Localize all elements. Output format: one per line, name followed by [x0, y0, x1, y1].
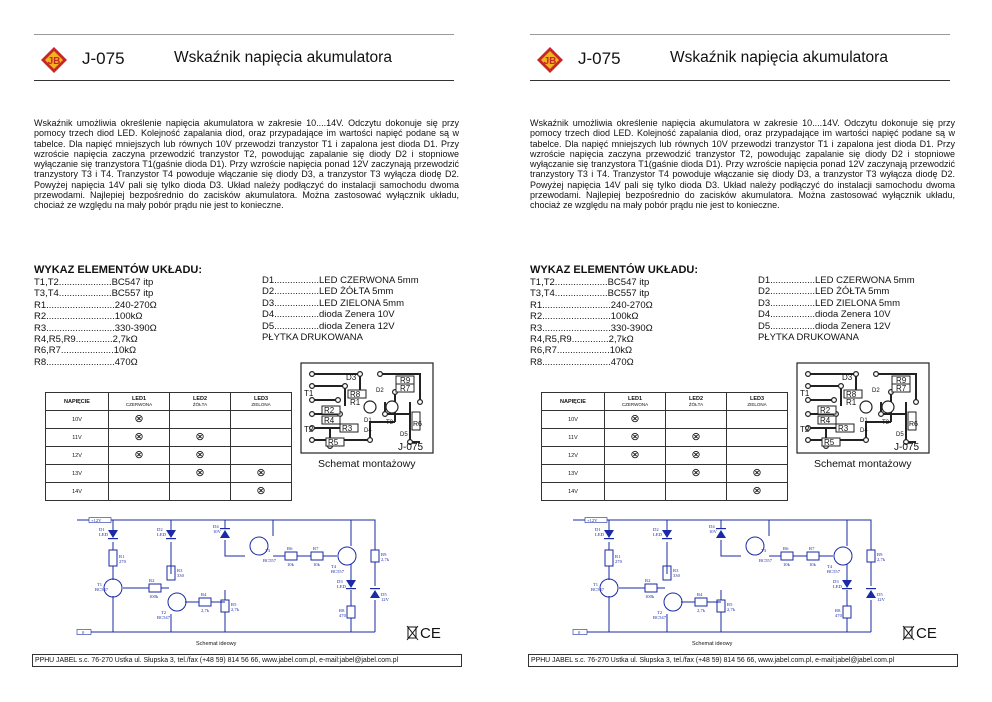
- part-row: D2.................LED ŻÓŁTA 5mm: [262, 286, 394, 298]
- led-state-cell: [666, 411, 727, 429]
- part-row: R6,R7....................10kΩ: [530, 345, 633, 357]
- led-state-cell: [109, 411, 170, 429]
- parts-list-right: [758, 275, 915, 343]
- svg-text:D2: D2: [376, 388, 384, 394]
- led-on-icon: ⊗: [256, 467, 266, 479]
- part-row: T1,T2....................BC547 itp: [530, 277, 650, 288]
- svg-text:CE: CE: [420, 625, 441, 641]
- led-on-icon: ⊗: [630, 449, 640, 461]
- sheet-right: [496, 0, 992, 702]
- svg-text:R8: R8: [846, 390, 857, 399]
- svg-text:D4: D4: [709, 524, 715, 529]
- svg-text:R4: R4: [820, 416, 831, 425]
- led-on-icon: ⊗: [630, 431, 640, 443]
- part-row: T3,T4....................BC557 itp: [530, 288, 650, 300]
- part-row: D1.................LED CZERWONA 5mm: [758, 275, 915, 286]
- schematic-caption: Schemat ideowy: [196, 641, 237, 647]
- svg-text:10k: 10k: [287, 562, 294, 567]
- svg-text:D5: D5: [877, 592, 883, 597]
- part-row: D3.................LED ZIELONA 5mm: [758, 297, 901, 309]
- svg-text:D4: D4: [364, 428, 372, 434]
- svg-text:R6: R6: [909, 421, 918, 428]
- svg-text:D1: D1: [364, 418, 372, 424]
- led-on-icon: ⊗: [630, 413, 640, 425]
- svg-text:R5: R5: [231, 602, 237, 607]
- part-row: R8..........................470Ω: [530, 356, 634, 368]
- svg-text:2,7k: 2,7k: [877, 557, 886, 562]
- part-row: R4,R5,R9..............2,7kΩ: [530, 334, 634, 346]
- table-row: [46, 429, 292, 447]
- part-row: D3.................LED ZIELONA 5mm: [262, 297, 405, 309]
- led-state-cell: [666, 429, 727, 447]
- pcb-layout-diagram: [796, 362, 930, 454]
- svg-text:R1: R1: [846, 398, 857, 407]
- svg-text:10V: 10V: [213, 529, 221, 534]
- weee-bin-icon: [902, 623, 942, 641]
- svg-text:D1: D1: [99, 527, 105, 532]
- svg-text:0: 0: [82, 629, 85, 635]
- led-state-cell: [231, 447, 292, 465]
- svg-text:R9: R9: [896, 376, 907, 385]
- voltage-cell: 14V: [46, 483, 109, 501]
- led-state-cell: [109, 429, 170, 447]
- table-row: [46, 447, 292, 465]
- led-on-icon: ⊗: [752, 485, 762, 497]
- table-row: [542, 465, 788, 483]
- led-on-icon: ⊗: [691, 431, 701, 443]
- table-header-led: LED3 ZIELONA: [231, 393, 292, 411]
- footer-contact: PPHU JABEL s.c. 76-270 Ustka ul. Słupska 3, tel./fax (+48 59) 814 56 66, www.jabel.com.pl, e-mail:jabel@jabel.com.pl: [32, 654, 462, 667]
- svg-text:470: 470: [339, 613, 346, 618]
- svg-text:T2: T2: [800, 425, 810, 434]
- part-row: R6,R7....................10kΩ: [34, 345, 137, 357]
- led-state-cell: [605, 483, 666, 501]
- svg-text:R7: R7: [809, 546, 815, 551]
- svg-text:R8: R8: [835, 608, 841, 613]
- led-voltage-table: [45, 392, 292, 501]
- footer-contact: PPHU JABEL s.c. 76-270 Ustka ul. Słupska 3, tel./fax (+48 59) 814 56 66, www.jabel.com.pl, e-mail:jabel@jabel.com.pl: [528, 654, 958, 667]
- svg-text:BC557: BC557: [263, 558, 277, 563]
- header: [34, 34, 454, 81]
- svg-text:R8: R8: [339, 608, 345, 613]
- svg-text:BC547: BC547: [653, 615, 667, 620]
- svg-text:R7: R7: [313, 546, 319, 551]
- svg-text:T3: T3: [882, 420, 890, 426]
- svg-text:R2: R2: [324, 406, 335, 415]
- svg-text:D2: D2: [157, 527, 163, 532]
- svg-text:2,7k: 2,7k: [697, 608, 706, 613]
- part-row: D4.................dioda Zenera 10V: [262, 309, 395, 321]
- svg-text:100k: 100k: [645, 594, 655, 599]
- svg-text:BC557: BC557: [759, 558, 773, 563]
- parts-list-right: [262, 275, 419, 343]
- svg-text:T4: T4: [827, 564, 833, 569]
- svg-text:LED: LED: [833, 584, 842, 589]
- svg-text:R1: R1: [119, 554, 125, 559]
- table-header-led: LED2 ŻÓŁTA: [666, 393, 727, 411]
- table-row: [542, 483, 788, 501]
- svg-text:100k: 100k: [149, 594, 159, 599]
- led-state-cell: [170, 429, 231, 447]
- svg-text:T1: T1: [97, 582, 103, 587]
- svg-text:R5: R5: [328, 438, 339, 447]
- svg-text:D3: D3: [833, 579, 839, 584]
- voltage-cell: 13V: [542, 465, 605, 483]
- parts-list-left: [34, 277, 157, 368]
- svg-text:CE: CE: [916, 625, 937, 641]
- voltage-cell: 10V: [46, 411, 109, 429]
- svg-text:LED: LED: [595, 532, 604, 537]
- svg-text:R4: R4: [697, 592, 703, 597]
- led-state-cell: [605, 465, 666, 483]
- svg-text:T1: T1: [800, 389, 810, 398]
- svg-text:T1: T1: [593, 582, 599, 587]
- svg-text:LED: LED: [337, 584, 346, 589]
- svg-text:BC557: BC557: [331, 569, 345, 574]
- svg-text:R2: R2: [645, 578, 651, 583]
- led-state-cell: [231, 465, 292, 483]
- led-state-cell: [170, 447, 231, 465]
- table-header-voltage: NAPIĘCIE: [542, 393, 605, 411]
- svg-text:R9: R9: [381, 552, 387, 557]
- svg-text:BC547: BC547: [157, 615, 171, 620]
- svg-text:R1: R1: [615, 554, 621, 559]
- svg-text:BC547: BC547: [591, 587, 605, 592]
- svg-text:2,7k: 2,7k: [201, 608, 210, 613]
- part-row: R3..........................330-390Ω: [530, 322, 653, 334]
- svg-text:R2: R2: [149, 578, 155, 583]
- svg-text:0: 0: [578, 629, 581, 635]
- schematic-caption: Schemat ideowy: [692, 641, 733, 647]
- part-row: D4.................dioda Zenera 10V: [758, 309, 891, 321]
- pcb-caption: Schemat montażowy: [318, 458, 416, 470]
- svg-text:270: 270: [119, 559, 126, 564]
- part-row: D5.................dioda Zenera 12V: [262, 320, 395, 332]
- circuit-schematic: [75, 516, 395, 638]
- table-row: [542, 411, 788, 429]
- jabel-logo-icon: [536, 46, 564, 74]
- svg-text:R6: R6: [413, 421, 422, 428]
- voltage-cell: 11V: [46, 429, 109, 447]
- led-state-cell: [605, 411, 666, 429]
- svg-text:D2: D2: [872, 388, 880, 394]
- svg-text:LED: LED: [99, 532, 108, 537]
- svg-text:D5: D5: [896, 432, 904, 438]
- svg-text:R1: R1: [350, 398, 361, 407]
- table-header-led: LED1 CZERWONA: [109, 393, 170, 411]
- led-on-icon: ⊗: [195, 449, 205, 461]
- led-state-cell: [666, 483, 727, 501]
- svg-text:330: 330: [177, 573, 184, 578]
- header: [530, 34, 950, 81]
- svg-text:470: 470: [835, 613, 842, 618]
- svg-text:T4: T4: [331, 564, 337, 569]
- led-state-cell: [727, 483, 788, 501]
- table-header-led: LED1 CZERWONA: [605, 393, 666, 411]
- svg-text:J-075: J-075: [398, 442, 424, 453]
- part-row: T3,T4....................BC557 itp: [34, 288, 154, 300]
- part-row: R3..........................330-390Ω: [34, 322, 157, 334]
- svg-text:R5: R5: [824, 438, 835, 447]
- svg-text:D2: D2: [653, 527, 659, 532]
- svg-text:D5: D5: [381, 592, 387, 597]
- svg-text:2,7k: 2,7k: [381, 557, 390, 562]
- pcb-caption: Schemat montażowy: [814, 458, 912, 470]
- svg-text:D4: D4: [860, 428, 868, 434]
- svg-text:R3: R3: [342, 424, 353, 433]
- led-on-icon: ⊗: [134, 413, 144, 425]
- svg-text:JB: JB: [543, 56, 557, 67]
- led-on-icon: ⊗: [134, 431, 144, 443]
- description: Wskaźnik umożliwia określenie napięcia akumulatora w zakresie 10....14V. Odczytu dokonuje się przy pomocy trzech diod LED. Kolejność zapalania diod, oraz przypadające im wartości napięć podane są w tabelce. Dla napięć mniejszych lub równych 10V przewodzi tranzystor T1 i zapalona jest dioda D1. Przy wzroście napięcia zaczyna przewodzić tranzystor T2, powodując zapalanie się diody D2 i stopniowe wyłączanie się tranzystora T1(gaśnie dioda D1). Przy wzroście napięcia ponad 12V zaczynają przewodzić tranzystory T3 i T4. Tranzystor T4 powoduje włączanie się diody D3, a tranzystor T3 wyłącza diodę D2. Powyżej napięcia 14V pali się tylko dioda D3. Układ należy podłączyć do instalacji samochodu dwoma przewodami. Najlepiej bezpośrednio do zacisków akumulatora. Można zastosować wyłącznik układu, chociaż ze względu na mały pobór prądu nie jest to konieczne.: [34, 118, 459, 211]
- svg-text:T3: T3: [265, 548, 271, 553]
- part-row: T1,T2....................BC547 itp: [34, 277, 154, 288]
- svg-text:R9: R9: [400, 376, 411, 385]
- svg-text:BC547: BC547: [95, 587, 109, 592]
- weee-bin-icon: [406, 623, 446, 641]
- svg-text:10k: 10k: [313, 562, 320, 567]
- led-state-cell: [109, 447, 170, 465]
- led-state-cell: [231, 411, 292, 429]
- led-state-cell: [727, 447, 788, 465]
- svg-text:D1: D1: [860, 418, 868, 424]
- svg-text:J-075: J-075: [894, 442, 920, 453]
- part-row: PŁYTKA DRUKOWANA: [262, 332, 364, 344]
- product-code: J-075: [82, 49, 125, 68]
- svg-text:+12V: +12V: [587, 517, 598, 523]
- certification-marks: [902, 623, 942, 641]
- voltage-cell: 10V: [542, 411, 605, 429]
- led-state-cell: [109, 483, 170, 501]
- led-state-cell: [109, 465, 170, 483]
- svg-text:R2: R2: [820, 406, 831, 415]
- svg-text:JB: JB: [47, 56, 61, 67]
- description: Wskaźnik umożliwia określenie napięcia akumulatora w zakresie 10....14V. Odczytu dokonuje się przy pomocy trzech diod LED. Kolejność zapalania diod, oraz przypadające im wartości napięć podane są w tabelce. Dla napięć mniejszych lub równych 10V przewodzi tranzystor T1 i zapalona jest dioda D1. Przy wzroście napięcia zaczyna przewodzić tranzystor T2, powodując zapalanie się diody D2 i stopniowe wyłączanie się tranzystora T1(gaśnie dioda D1). Przy wzroście napięcia ponad 12V zaczynają przewodzić tranzystory T3 i T4. Tranzystor T4 powoduje włączanie się diody D3, a tranzystor T3 wyłącza diodę D2. Powyżej napięcia 14V pali się tylko dioda D3. Układ należy podłączyć do instalacji samochodu dwoma przewodami. Najlepiej bezpośrednio do zacisków akumulatora. Można zastosować wyłącznik układu, chociaż ze względu na mały pobór prądu nie jest to konieczne.: [530, 118, 955, 211]
- led-voltage-table: [541, 392, 788, 501]
- svg-text:D1: D1: [595, 527, 601, 532]
- svg-text:D3: D3: [842, 373, 853, 382]
- svg-text:+12V: +12V: [91, 517, 102, 523]
- svg-text:R3: R3: [673, 568, 679, 573]
- led-state-cell: [605, 429, 666, 447]
- svg-text:D4: D4: [213, 524, 219, 529]
- table-header-led: LED3 ZIELONA: [727, 393, 788, 411]
- led-state-cell: [727, 429, 788, 447]
- svg-text:10k: 10k: [783, 562, 790, 567]
- page-title: Wskaźnik napięcia akumulatora: [174, 49, 392, 66]
- svg-text:T3: T3: [386, 420, 394, 426]
- part-row: R4,R5,R9..............2,7kΩ: [34, 334, 138, 346]
- svg-text:2,7k: 2,7k: [727, 607, 736, 612]
- led-state-cell: [727, 465, 788, 483]
- svg-text:R5: R5: [727, 602, 733, 607]
- led-state-cell: [666, 465, 727, 483]
- led-on-icon: ⊗: [691, 449, 701, 461]
- led-state-cell: [727, 411, 788, 429]
- svg-text:330: 330: [673, 573, 680, 578]
- svg-text:10V: 10V: [709, 529, 717, 534]
- table-header-led: LED2 ŻÓŁTA: [170, 393, 231, 411]
- table-row: [46, 411, 292, 429]
- svg-text:T2: T2: [657, 610, 663, 615]
- svg-text:D3: D3: [337, 579, 343, 584]
- voltage-cell: 12V: [542, 447, 605, 465]
- led-state-cell: [231, 483, 292, 501]
- voltage-cell: 12V: [46, 447, 109, 465]
- product-code: J-075: [578, 49, 621, 68]
- part-row: R1..........................240-270Ω: [34, 299, 157, 311]
- part-row: PŁYTKA DRUKOWANA: [758, 332, 860, 344]
- svg-text:T2: T2: [304, 425, 314, 434]
- svg-text:T2: T2: [161, 610, 167, 615]
- svg-text:R6: R6: [783, 546, 789, 551]
- part-row: R1..........................240-270Ω: [530, 299, 653, 311]
- part-row: R2..........................100kΩ: [530, 311, 639, 323]
- svg-text:12V: 12V: [877, 597, 885, 602]
- svg-text:T1: T1: [304, 389, 314, 398]
- led-on-icon: ⊗: [256, 485, 266, 497]
- led-state-cell: [170, 411, 231, 429]
- led-on-icon: ⊗: [134, 449, 144, 461]
- table-row: [46, 465, 292, 483]
- svg-text:BC557: BC557: [827, 569, 841, 574]
- page-title: Wskaźnik napięcia akumulatora: [670, 49, 888, 66]
- svg-text:R9: R9: [877, 552, 883, 557]
- table-row: [542, 447, 788, 465]
- led-state-cell: [605, 447, 666, 465]
- led-on-icon: ⊗: [752, 467, 762, 479]
- svg-text:R3: R3: [177, 568, 183, 573]
- svg-text:T3: T3: [761, 548, 767, 553]
- circuit-schematic: [571, 516, 891, 638]
- voltage-cell: 11V: [542, 429, 605, 447]
- svg-text:R4: R4: [201, 592, 207, 597]
- part-row: D1.................LED CZERWONA 5mm: [262, 275, 419, 286]
- part-row: D5.................dioda Zenera 12V: [758, 320, 891, 332]
- svg-text:R7: R7: [896, 384, 907, 393]
- part-row: R8..........................470Ω: [34, 356, 138, 368]
- table-header-voltage: NAPIĘCIE: [46, 393, 109, 411]
- jabel-logo-icon: [40, 46, 68, 74]
- parts-title: WYKAZ ELEMENTÓW UKŁADU:: [530, 264, 699, 276]
- svg-text:10k: 10k: [809, 562, 816, 567]
- svg-text:R4: R4: [324, 416, 335, 425]
- led-state-cell: [170, 465, 231, 483]
- svg-text:R3: R3: [838, 424, 849, 433]
- part-row: R2..........................100kΩ: [34, 311, 143, 323]
- led-on-icon: ⊗: [195, 431, 205, 443]
- led-state-cell: [170, 483, 231, 501]
- svg-text:R6: R6: [287, 546, 293, 551]
- table-row: [542, 429, 788, 447]
- svg-text:R7: R7: [400, 384, 411, 393]
- parts-list-left: [530, 277, 653, 368]
- led-on-icon: ⊗: [691, 467, 701, 479]
- voltage-cell: 13V: [46, 465, 109, 483]
- table-row: [46, 483, 292, 501]
- part-row: D2.................LED ŻÓŁTA 5mm: [758, 286, 890, 298]
- pcb-layout-diagram: [300, 362, 434, 454]
- svg-text:R8: R8: [350, 390, 361, 399]
- svg-text:D5: D5: [400, 432, 408, 438]
- parts-title: WYKAZ ELEMENTÓW UKŁADU:: [34, 264, 203, 276]
- svg-text:270: 270: [615, 559, 622, 564]
- led-state-cell: [231, 429, 292, 447]
- svg-text:12V: 12V: [381, 597, 389, 602]
- voltage-cell: 14V: [542, 483, 605, 501]
- led-on-icon: ⊗: [195, 467, 205, 479]
- svg-text:D3: D3: [346, 373, 357, 382]
- svg-text:2,7k: 2,7k: [231, 607, 240, 612]
- svg-text:LED: LED: [157, 532, 166, 537]
- svg-text:LED: LED: [653, 532, 662, 537]
- led-state-cell: [666, 447, 727, 465]
- certification-marks: [406, 623, 446, 641]
